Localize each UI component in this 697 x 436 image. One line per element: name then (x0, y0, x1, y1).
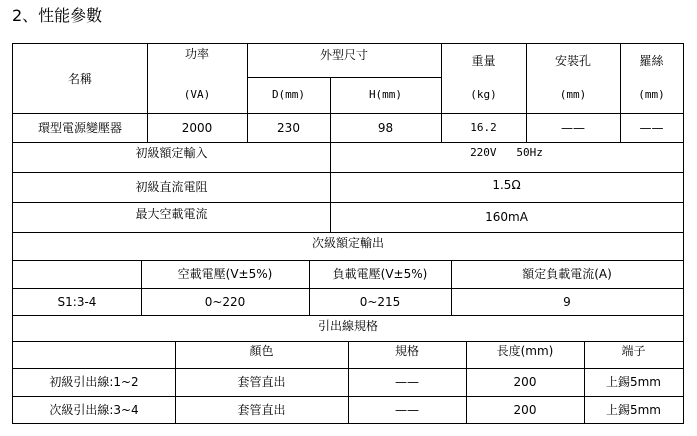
name-header: 名稱 (67, 71, 92, 86)
h-header: H(mm) (368, 88, 403, 101)
power-value: 2000 (181, 120, 213, 135)
secondary-title: 次級額定輸出 (311, 236, 384, 250)
leads-title: 引出線規格 (317, 319, 378, 333)
power-unit: (VA) (183, 88, 211, 101)
d-header: D(mm) (271, 88, 306, 101)
weight-value: 16.2 (470, 120, 497, 134)
length-header: 長度(mm) (496, 344, 554, 358)
noload-voltage-header: 空載電壓(V±5%) (177, 267, 273, 281)
weight-header: 重量 (471, 53, 496, 68)
lead-length: 200 (513, 402, 537, 417)
dimensions-header: 外型尺寸 (319, 48, 368, 62)
hole-header: 安裝孔 (554, 53, 591, 68)
load-voltage-value: 0~215 (359, 294, 401, 309)
section-title: 2、性能參數 (12, 6, 103, 25)
rated-input-label: 初級額定輸入 (135, 146, 208, 160)
color-header: 顏色 (249, 344, 274, 358)
parameters-table (12, 43, 684, 424)
lead-name: 次級引出線:3~4 (49, 402, 139, 417)
screw-header: 羅絲 (639, 53, 664, 68)
lead-length: 200 (513, 375, 537, 389)
h-value: 98 (377, 120, 394, 135)
dc-resistance-value: 1.5Ω (492, 178, 521, 192)
screw-value: —— (639, 120, 664, 135)
rated-current-value: 9 (563, 294, 571, 309)
noload-voltage-value: 0~220 (204, 294, 246, 309)
hole-unit: (mm) (559, 88, 587, 101)
spec-header: 規格 (394, 344, 419, 358)
max-noload-value: 160mA (485, 210, 528, 224)
load-voltage-header: 負載電壓(V±5%) (332, 267, 428, 281)
lead-terminal: 上錫5mm (605, 402, 661, 417)
lead-color: 套管直出 (237, 402, 286, 417)
max-noload-label: 最大空載電流 (135, 207, 208, 221)
dc-resistance-label: 初級直流電阻 (135, 180, 208, 194)
terminal-header: 端子 (621, 344, 646, 358)
product-name: 環型電源變壓器 (37, 120, 122, 135)
d-value: 230 (277, 120, 300, 135)
weight-unit: (kg) (470, 88, 497, 101)
lead-name: 初級引出線:1~2 (49, 375, 139, 389)
winding-name: S1:3-4 (57, 294, 97, 309)
power-header: 功率 (184, 47, 209, 61)
lead-spec: —— (395, 375, 419, 389)
rated-current-header: 額定負載電流(A) (522, 267, 612, 281)
rated-input-value: 220V 50Hz (470, 146, 543, 159)
lead-spec: —— (395, 402, 419, 417)
screw-unit: (mm) (638, 88, 665, 101)
lead-terminal: 上錫5mm (605, 375, 661, 389)
lead-color: 套管直出 (237, 375, 286, 389)
hole-value: —— (561, 120, 585, 135)
